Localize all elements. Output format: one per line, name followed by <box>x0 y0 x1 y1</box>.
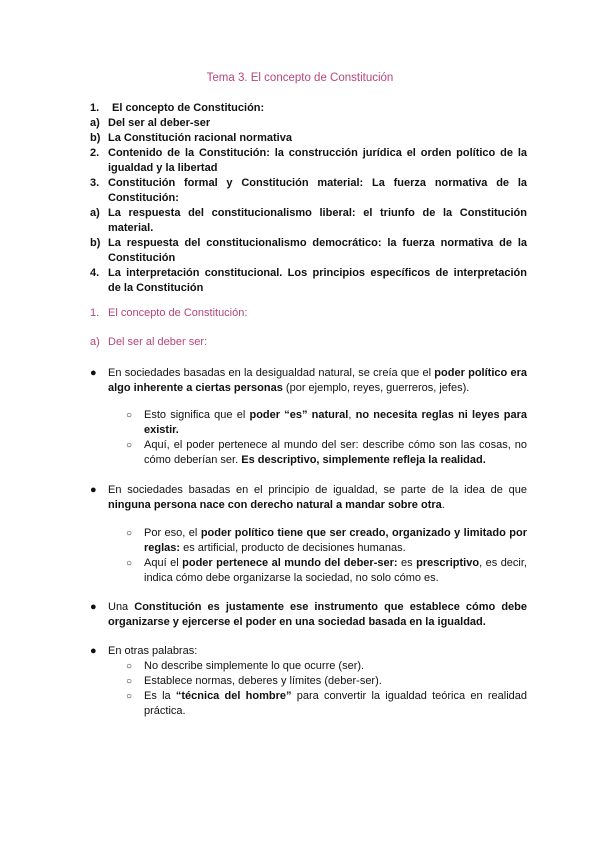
bullet-paragraph <box>90 366 527 396</box>
paragraph-text: Una Constitución es justamente ese instrumento que establece cómo debe organizarse y ejercerse el poder en una sociedad basada en la igualdad. <box>108 601 527 628</box>
toc-marker: b) <box>90 132 101 144</box>
toc-marker: b) <box>90 237 101 249</box>
bullet-icon: ● <box>90 601 97 613</box>
sub-bullet <box>126 689 527 719</box>
sub-bullet-text: Aquí el poder pertenece al mundo del deber-ser: es prescriptivo, es decir, indica cómo debe organizarse la sociedad, no solo cómo es. <box>144 557 527 584</box>
subsection-title: Del ser al deber ser: <box>108 336 208 348</box>
sub-bullet-icon: ○ <box>126 440 133 451</box>
toc-text: La respuesta del constitucionalismo democrático: la fuerza normativa de la Constitución <box>108 237 527 264</box>
toc-item <box>90 236 527 265</box>
subsection-marker: a) <box>90 336 100 348</box>
paragraph-text: En sociedades basadas en la desigualdad natural, se creía que el poder político era algo inherente a ciertas personas (por ejemplo, reyes, guerreros, jefes). <box>108 367 527 394</box>
toc-text: El concepto de Constitución: <box>112 102 265 114</box>
sub-bullet-text: No describe simplemente lo que ocurre (ser). <box>144 660 365 672</box>
sub-bullet-icon: ○ <box>126 558 133 569</box>
sub-bullet-text: Aquí, el poder pertenece al mundo del ser: describe cómo son las cosas, no cómo deberían ser. Es descriptivo, simplemente refleja la realidad. <box>144 439 527 466</box>
sub-bullet-icon: ○ <box>126 661 133 672</box>
toc-marker: 2. <box>90 147 100 159</box>
sub-bullet <box>126 659 527 674</box>
section-marker: 1. <box>90 307 100 319</box>
sub-bullet <box>126 408 527 438</box>
paragraph-text: En sociedades basadas en el principio de igualdad, se parte de la idea de que ninguna persona nace con derecho natural a mandar sobre otra. <box>108 484 527 511</box>
toc-text: La Constitución racional normativa <box>108 132 292 144</box>
sub-bullet-text: Es la “técnica del hombre” para convertir la igualdad teórica en realidad práctica. <box>144 690 527 717</box>
toc-marker: 4. <box>90 267 100 279</box>
toc-text: La interpretación constitucional. Los principios específicos de interpretación de la Constitución <box>108 267 527 294</box>
toc-item <box>90 146 527 175</box>
bullet-icon: ● <box>90 645 97 657</box>
toc-text: Contenido de la Constitución: la construcción jurídica el orden político de la igualdad y la libertad <box>108 147 527 174</box>
toc-item <box>90 131 527 146</box>
document-title: Tema 3. El concepto de Constitución <box>206 72 394 84</box>
toc-marker: a) <box>90 117 100 129</box>
sub-bullet <box>126 438 527 468</box>
toc-marker: a) <box>90 207 100 219</box>
bullet-icon: ● <box>90 484 97 496</box>
bullet-paragraph <box>90 483 527 513</box>
sub-bullet-text: Establece normas, deberes y límites (deber-ser). <box>144 675 382 687</box>
sub-bullet-icon: ○ <box>126 691 133 702</box>
toc-text: La respuesta del constitucionalismo liberal: el triunfo de la Constitución material. <box>108 207 527 234</box>
paragraph-text: En otras palabras: <box>108 645 198 657</box>
section-heading <box>90 307 247 319</box>
sub-bullet-icon: ○ <box>126 528 133 539</box>
toc-text: Constitución formal y Constitución material: La fuerza normativa de la Constitución: <box>108 177 527 204</box>
toc-item <box>90 116 527 131</box>
bullet-paragraph <box>90 600 527 630</box>
toc-item <box>90 101 527 116</box>
section-title: El concepto de Constitución: <box>108 307 248 319</box>
sub-bullet <box>126 526 527 556</box>
bullet-paragraph <box>90 644 527 659</box>
sub-bullet-icon: ○ <box>126 410 133 421</box>
sub-bullet <box>126 556 527 586</box>
sub-bullet-icon: ○ <box>126 676 133 687</box>
toc-item <box>90 206 527 235</box>
subsection-heading <box>90 336 207 348</box>
sub-bullet-text: Esto significa que el poder “es” natural, no necesita reglas ni leyes para existir. <box>144 409 528 436</box>
toc-item <box>90 266 527 295</box>
toc-marker: 3. <box>90 177 100 189</box>
sub-bullet-text: Por eso, el poder político tiene que ser creado, organizado y limitado por reglas: es artificial, producto de decisiones humanas. <box>144 527 528 554</box>
toc-item <box>90 176 527 205</box>
toc-marker: 1. <box>90 102 100 114</box>
sub-bullet <box>126 674 527 689</box>
toc-text: Del ser al deber-ser <box>108 117 211 129</box>
bullet-icon: ● <box>90 367 97 379</box>
